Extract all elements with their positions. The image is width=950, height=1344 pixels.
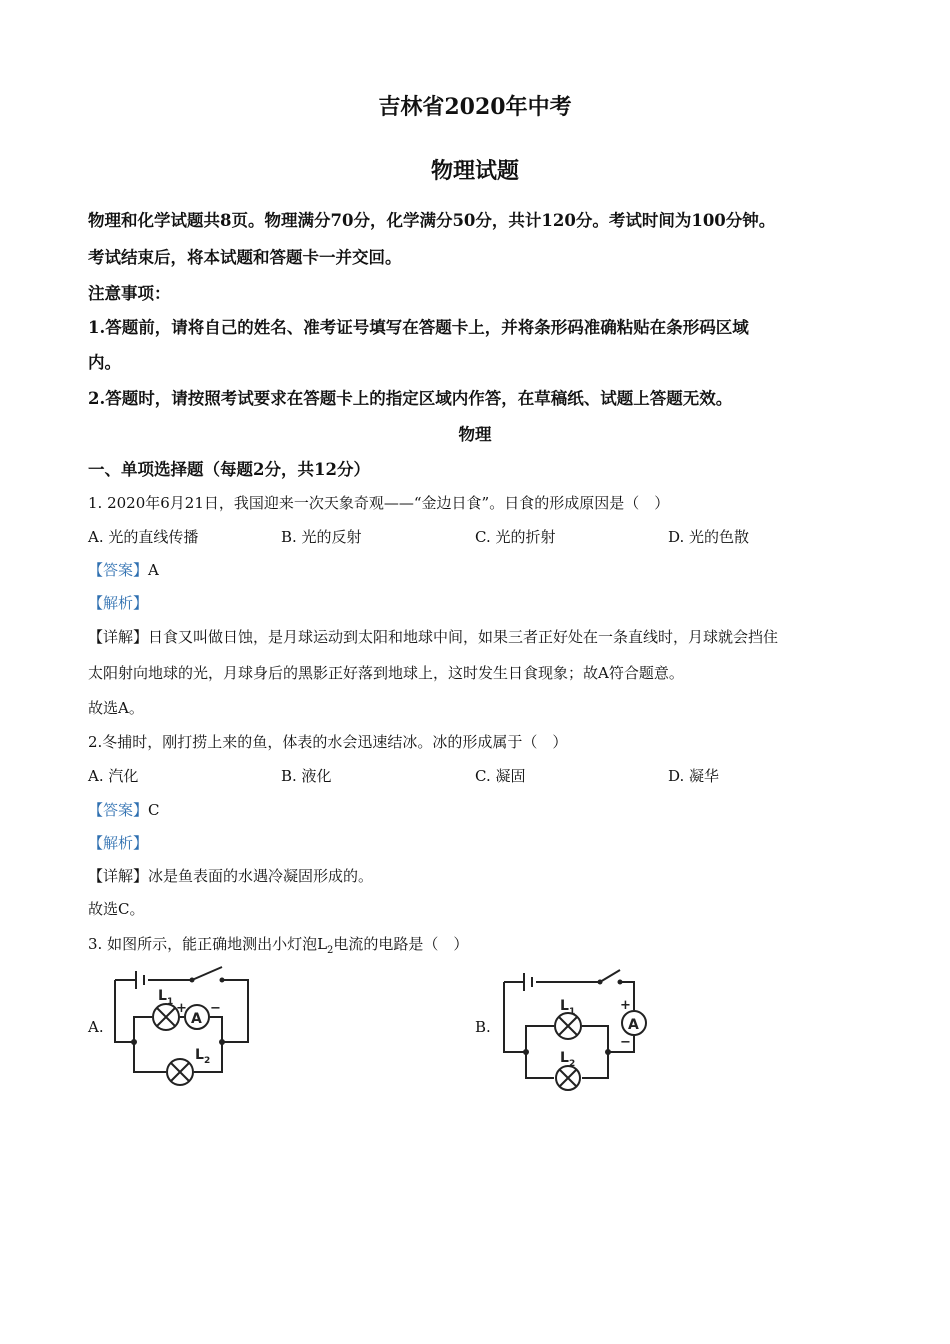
lamp-l2-sub: 2 [204,1056,211,1066]
lamp-l1-b-icon [555,1013,581,1039]
lamp-l2-label: L [195,1047,204,1063]
q1-option-c: C. 光的折射 [475,528,556,546]
q1-detail-text-a: 日食又叫做日蚀，是月球运动到太阳和地球中间，如果三者正好处在一条直线时，月球就会挡住 [148,628,779,646]
q2-option-a: A. 汽化 [88,767,139,785]
q2-detail-line [88,865,373,886]
q2-option-d: D. 凝华 [668,767,720,785]
q2-detail-tag: 【详解】 [88,867,149,885]
q2-analysis-tag: 【解析】 [88,834,149,852]
q2-stem: 2.冬捕时，刚打捞上来的鱼，体表的水会迅速结冰。冰的形成属于（ ） [88,733,568,751]
lamp-l1-b-label: L [560,998,569,1014]
intro-line-2: 考试结束后，将本试题和答题卡一并交回。 [88,248,402,267]
lamp-l2-b-label: L [560,1050,569,1066]
lamp-l2-b-icon [556,1066,580,1090]
q1-option-d: D. 光的色散 [668,528,750,546]
circuit-diagram-a [108,962,258,1112]
q2-answer-line [88,799,160,820]
q1-option-a: A. 光的直线传播 [88,528,199,546]
q3-option-a-label: A. [88,1018,104,1036]
lamp-l1-b-sub: 1 [569,1007,576,1017]
subject-heading: 物理 [458,425,492,444]
q3-stem [88,933,468,956]
minus-sign-b: − [620,1035,631,1050]
lamp-l1-sub: 1 [167,997,174,1007]
q2-answer-tag: 【答案】 [88,801,149,819]
q3-stem-pre: 3. 如图所示，能正确地测出小灯泡L [88,935,328,953]
notes-title: 注意事项： [88,284,171,303]
q1-detail-line-b: 太阳射向地球的光，月球身后的黑影正好落到地球上，这时发生日食现象；故A符合题意。 [88,664,684,682]
minus-sign: − [210,1001,221,1016]
q2-option-c: C. 凝固 [475,767,526,785]
q1-conclusion: 故选A。 [88,699,144,717]
ammeter-b-letter: A [628,1017,639,1033]
q3-option-b-label: B. [475,1018,491,1036]
plus-sign-b: + [620,998,631,1013]
page-title: 吉林省2020年中考 [378,94,572,120]
note-2: 2.答题时，请按照考试要求在答题卡上的指定区域内作答，在草稿纸、试题上答题无效。 [88,389,733,408]
q1-option-b: B. 光的反射 [281,528,362,546]
q2-answer: C [148,801,160,819]
lamp-l2-icon [167,1059,193,1085]
q1-answer-tag: 【答案】 [88,561,149,579]
q1-detail-line-a [88,626,778,647]
q1-detail-tag: 【详解】 [88,628,149,646]
q3-stem-sub: 2 [327,945,334,956]
lamp-l2-b-sub: 2 [569,1059,576,1069]
part-1-heading: 一、单项选择题（每题2分，共12分） [88,460,370,479]
q1-answer: A [148,561,159,579]
lamp-l1-label: L [158,988,167,1004]
q1-analysis-tag: 【解析】 [88,594,149,612]
q1-answer-line [88,559,159,580]
plus-sign: + [176,1001,187,1016]
q1-stem: 1. 2020年6月21日，我国迎来一次天象奇观——“金边日食”。日食的形成原因是（ ） [88,494,670,512]
ammeter-letter: A [191,1011,202,1027]
q2-option-b: B. 液化 [281,767,332,785]
intro-line-1: 物理和化学试题共8页。物理满分70分，化学满分50分，共计120分。考试时间为100分钟。 [88,211,776,230]
circuit-diagram-b [496,966,666,1091]
note-1-line-a: 1.答题前，请将自己的姓名、准考证号填写在答题卡上，并将条形码准确粘贴在条形码区域 [88,318,749,337]
q2-conclusion: 故选C。 [88,900,145,918]
q2-detail-text: 冰是鱼表面的水遇冷凝固形成的。 [148,867,374,885]
note-1-line-b: 内。 [88,353,121,372]
q3-stem-post: 电流的电路是（ ） [333,935,469,953]
page-subtitle: 物理试题 [430,158,519,184]
